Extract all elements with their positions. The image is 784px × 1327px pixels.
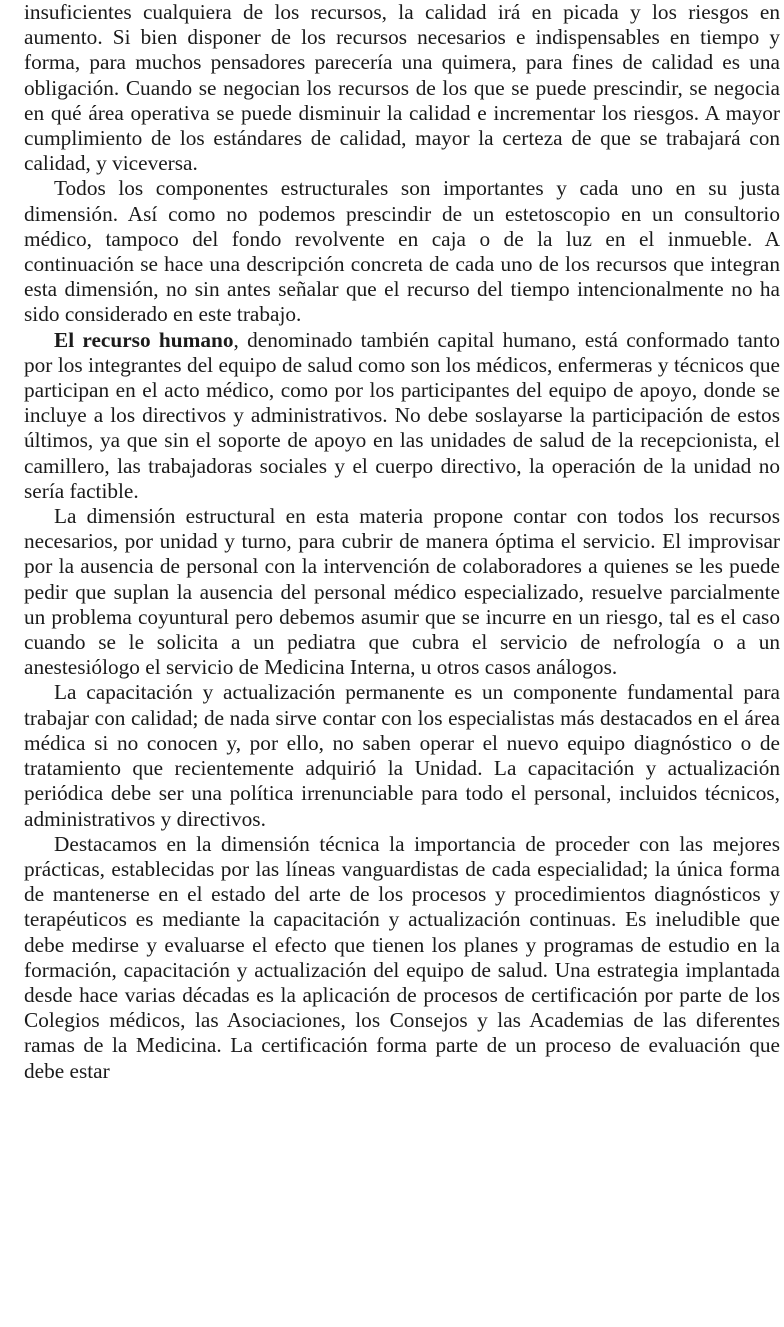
paragraph-5: La capacitación y actualización permanente es un componente fundamental para trabajar con calidad; de nada sirve contar con los especialistas más destacados en el área médica si no conocen y, por ello, no saben operar el nuevo equipo diagnóstico o de tratamiento que recientemente adquirió la Unidad. La capacitación y actualización periódica debe ser una política irrenunciable para todo el personal, incluidos técnicos, administrativos y directivos. (24, 680, 780, 831)
paragraph-3-bold-lead: El recurso humano (54, 327, 234, 352)
paragraph-2: Todos los componentes estructurales son importantes y cada uno en su justa dimensión. Así como no podemos prescindir de un estetoscopio en un consultorio médico, tampoco del fondo revolvente en caja o de la luz en el inmueble. A continuación se hace una descripción concreta de cada uno de los recursos que integran esta dimensión, no sin antes señalar que el recurso del tiempo intencionalmente no ha sido considerado en este trabajo. (24, 176, 780, 327)
paragraph-4: La dimensión estructural en esta materia propone contar con todos los recursos necesarios, por unidad y turno, para cubrir de manera óptima el servicio. El improvisar por la ausencia de personal con la intervención de colaboradores a quienes se les puede pedir que suplan la ausencia del personal médico especializado, resuelve parcialmente un problema coyuntural pero debemos asumir que se incurre en un riesgo, tal es el caso cuando se le solicita a un pediatra que cubra el servicio de nefrología o a un anestesiólogo el servicio de Medicina Interna, u otros casos análogos. (24, 504, 780, 680)
paragraph-3-body: , denominado también capital humano, está conformado tanto por los integrantes del equipo de salud como son los médicos, enfermeras y técnicos que participan en el acto médico, como por los participantes del equipo de apoyo, donde se incluye a los directivos y administrativos. No debe soslayarse la participación de estos últimos, ya que sin el soporte de apoyo en las unidades de salud de la recepcionista, el camillero, las trabajadoras sociales y el cuerpo directivo, la operación de la unidad no sería factible. (24, 327, 780, 503)
paragraph-1: insuficientes cualquiera de los recursos, la calidad irá en picada y los riesgos en aumento. Si bien disponer de los recursos necesarios e indispensables en tiempo y forma, para muchos pensadores parecería una quimera, para fines de calidad es una obligación. Cuando se negocian los recursos de los que se puede prescindir, se negocia en qué área operativa se puede disminuir la calidad e incrementar los riesgos. A mayor cumplimiento de los estándares de calidad, mayor la certeza de que se trabajará con calidad, y viceversa. (24, 0, 780, 176)
paragraph-6: Destacamos en la dimensión técnica la importancia de proceder con las mejores prácticas, establecidas por las líneas vanguardistas de cada especialidad; la única forma de mantenerse en el estado del arte de los procesos y procedimientos diagnósticos y terapéuticos es mediante la capacitación y actualización continuas. Es ineludible que debe medirse y evaluarse el efecto que tienen los planes y programas de estudio en la formación, capacitación y actualización del equipo de salud. Una estrategia implantada desde hace varias décadas es la aplicación de procesos de certificación por parte de los Colegios médicos, las Asociaciones, los Consejos y las Academias de las diferentes ramas de la Medicina. La certificación forma parte de un proceso de evaluación que debe estar (24, 831, 780, 1083)
paragraph-3 (24, 328, 780, 504)
document-page (24, 0, 780, 1084)
